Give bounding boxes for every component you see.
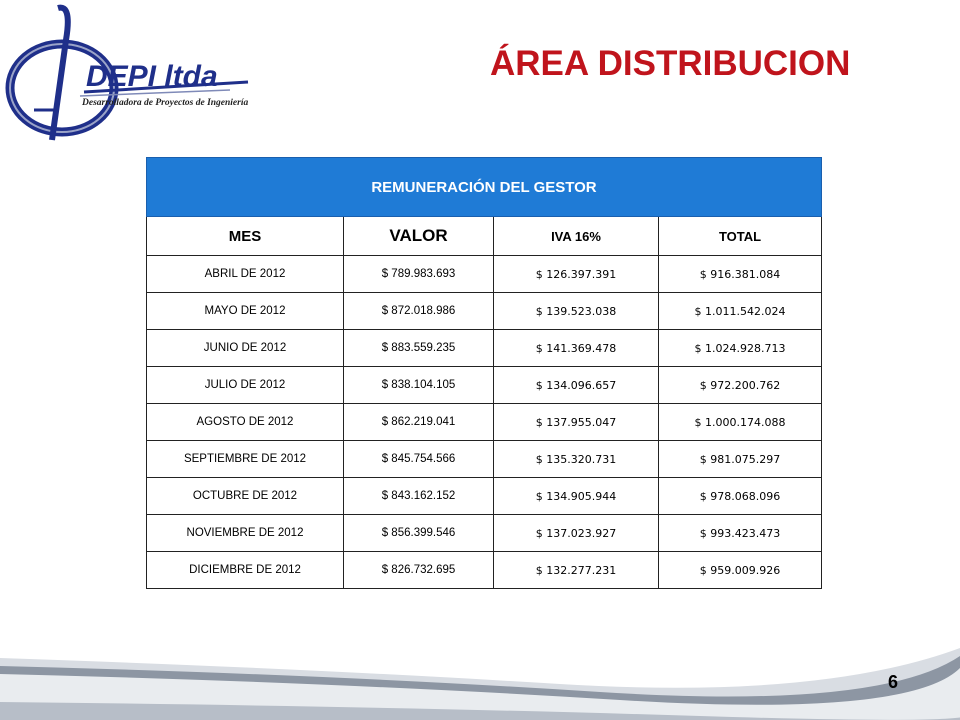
column-header-total: TOTAL <box>659 217 822 256</box>
cell-valor: $ 856.399.546 <box>344 515 494 552</box>
table-row <box>147 478 822 515</box>
column-header-iva: IVA 16% <box>494 217 659 256</box>
table-row <box>147 515 822 552</box>
cell-mes: ABRIL DE 2012 <box>147 256 344 293</box>
cell-total: $ 959.009.926 <box>659 552 822 589</box>
cell-total: $ 1.000.174.088 <box>659 404 822 441</box>
logo-tagline: Desarrolladora de Proyectos de Ingeniería <box>82 98 249 108</box>
table-row <box>147 293 822 330</box>
cell-valor: $ 845.754.566 <box>344 441 494 478</box>
cell-valor: $ 843.162.152 <box>344 478 494 515</box>
table-row <box>147 367 822 404</box>
cell-valor: $ 826.732.695 <box>344 552 494 589</box>
cell-valor: $ 838.104.105 <box>344 367 494 404</box>
cell-valor: $ 789.983.693 <box>344 256 494 293</box>
page-title: ÁREA DISTRIBUCION <box>490 44 851 83</box>
cell-iva: $ 139.523.038 <box>494 293 659 330</box>
cell-iva: $ 134.905.944 <box>494 478 659 515</box>
cell-iva: $ 134.096.657 <box>494 367 659 404</box>
table-row <box>147 330 822 367</box>
cell-mes: OCTUBRE DE 2012 <box>147 478 344 515</box>
cell-total: $ 1.011.542.024 <box>659 293 822 330</box>
cell-mes: JULIO DE 2012 <box>147 367 344 404</box>
table-title: REMUNERACIÓN DEL GESTOR <box>147 158 822 217</box>
cell-total: $ 993.423.473 <box>659 515 822 552</box>
cell-iva: $ 141.369.478 <box>494 330 659 367</box>
cell-valor: $ 872.018.986 <box>344 293 494 330</box>
cell-total: $ 981.075.297 <box>659 441 822 478</box>
cell-valor: $ 862.219.041 <box>344 404 494 441</box>
table-header-row <box>147 217 822 256</box>
remuneration-table <box>146 157 822 589</box>
table-title-row <box>147 158 822 217</box>
cell-total: $ 1.024.928.713 <box>659 330 822 367</box>
cell-iva: $ 126.397.391 <box>494 256 659 293</box>
table-row <box>147 256 822 293</box>
cell-iva: $ 132.277.231 <box>494 552 659 589</box>
cell-iva: $ 135.320.731 <box>494 441 659 478</box>
page-number: 6 <box>888 672 899 692</box>
logo-brand-text: DEPI ltda <box>86 60 218 93</box>
cell-total: $ 978.068.096 <box>659 478 822 515</box>
column-header-mes: MES <box>147 217 344 256</box>
cell-total: $ 972.200.762 <box>659 367 822 404</box>
footer-wave-decoration <box>0 640 960 720</box>
cell-mes: NOVIEMBRE DE 2012 <box>147 515 344 552</box>
cell-mes: SEPTIEMBRE DE 2012 <box>147 441 344 478</box>
cell-mes: JUNIO DE 2012 <box>147 330 344 367</box>
cell-iva: $ 137.023.927 <box>494 515 659 552</box>
cell-iva: $ 137.955.047 <box>494 404 659 441</box>
company-logo <box>0 0 280 150</box>
table-row <box>147 404 822 441</box>
cell-mes: DICIEMBRE DE 2012 <box>147 552 344 589</box>
column-header-valor: VALOR <box>344 217 494 256</box>
cell-mes: MAYO DE 2012 <box>147 293 344 330</box>
cell-valor: $ 883.559.235 <box>344 330 494 367</box>
cell-total: $ 916.381.084 <box>659 256 822 293</box>
table-row <box>147 441 822 478</box>
table-row <box>147 552 822 589</box>
cell-mes: AGOSTO DE 2012 <box>147 404 344 441</box>
